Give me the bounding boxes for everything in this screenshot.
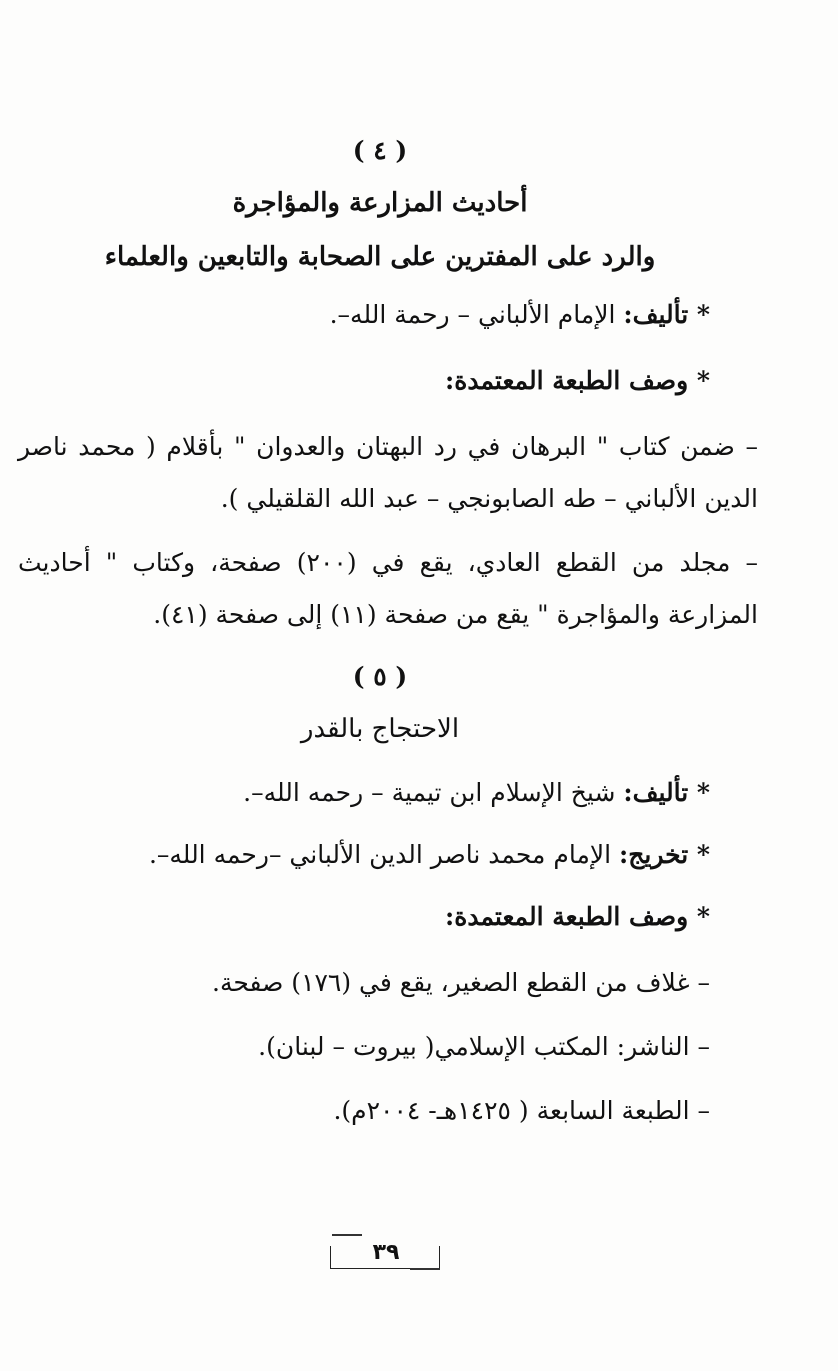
section5-title: الاحتجاج بالقدر xyxy=(300,714,460,744)
page-number-box xyxy=(330,1232,442,1272)
section5-author xyxy=(243,776,710,810)
section4-number: ( ٤ ) xyxy=(352,136,408,165)
section5-item1: – غلاف من القطع الصغير، يقع في (١٧٦) صفحة. xyxy=(212,968,710,997)
section4-title-line2: والرد على المفترين على الصحابة والتابعين والعلماء xyxy=(104,242,656,272)
page-number: ٣٩ xyxy=(372,1240,400,1265)
section5-takhrij-value: الإمام محمد ناصر الدين الألباني –رحمه الله–. xyxy=(148,840,612,869)
section4-author-value: الإمام الألباني – رحمة الله–. xyxy=(329,300,616,329)
section4-title-line1: أحاديث المزارعة والمؤاجرة xyxy=(232,188,528,218)
section5-takhrij-label: * تخريج: xyxy=(619,840,710,869)
section5-author-value: شيخ الإسلام ابن تيمية – رحمه الله–. xyxy=(243,778,616,807)
section4-para2-line1: – مجلد من القطع العادي، يقع في (٢٠٠) صفحة، وكتاب " أحاديث xyxy=(18,548,758,577)
section5-item2: – الناشر: المكتب الإسلامي( بيروت – لبنان). xyxy=(258,1032,710,1061)
section4-para1-line2: الدين الألباني – طه الصابونجي – عبد الله القلقيلي ). xyxy=(220,484,758,513)
section4-edition-heading: * وصف الطبعة المعتمدة: xyxy=(445,366,710,395)
section4-para1-line1: – ضمن كتاب " البرهان في رد البهتان والعدوان " بأقلام ( محمد ناصر xyxy=(18,432,758,461)
section5-edition-heading: * وصف الطبعة المعتمدة: xyxy=(445,902,710,931)
section5-number: ( ٥ ) xyxy=(352,662,408,691)
section5-author-label: * تأليف: xyxy=(623,778,710,807)
section4-author xyxy=(330,298,710,332)
section4-para2-line2: المزارعة والمؤاجرة " يقع من صفحة (١١) إلى صفحة (٤١). xyxy=(153,600,758,629)
section4-author-label: * تأليف: xyxy=(623,300,710,329)
section5-item3: – الطبعة السابعة ( ١٤٢٥هـ- ٢٠٠٤م). xyxy=(333,1096,710,1125)
section5-takhrij xyxy=(149,838,710,872)
